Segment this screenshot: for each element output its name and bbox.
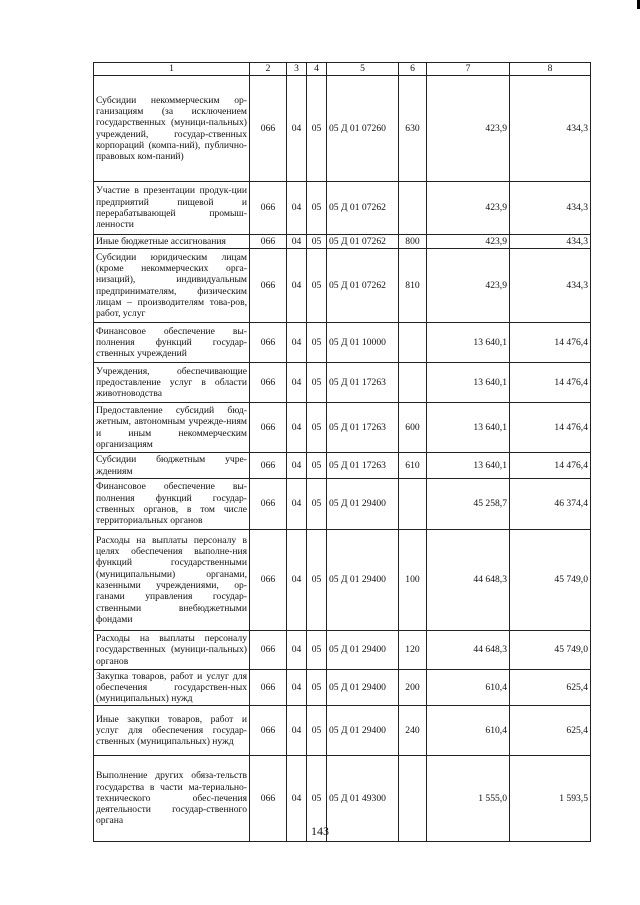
row-target-article: 05 Д 01 29400 xyxy=(327,670,399,706)
row-name: Предоставление субсидий бюд-жетным, автономным учрежде-ниям и иным некоммерческим организациям xyxy=(94,403,250,453)
row-code-section: 04 xyxy=(287,706,307,756)
table-row xyxy=(94,706,591,756)
row-target-article: 05 Д 01 10000 xyxy=(327,323,399,363)
row-amount-col7: 423,9 xyxy=(427,76,510,182)
row-amount-col8: 625,4 xyxy=(510,706,591,756)
row-code-section: 04 xyxy=(287,182,307,235)
table-row xyxy=(94,530,591,631)
row-code-subsection: 05 xyxy=(307,323,327,363)
row-target-article: 05 Д 01 29400 xyxy=(327,706,399,756)
row-amount-col8: 14 476,4 xyxy=(510,403,591,453)
row-code-ministry: 066 xyxy=(250,235,287,249)
row-amount-col7: 610,4 xyxy=(427,706,510,756)
row-amount-col8: 434,3 xyxy=(510,76,591,182)
row-name: Учреждения, обеспечивающие предоставление услуг в области животноводства xyxy=(94,363,250,403)
row-target-article: 05 Д 01 29400 xyxy=(327,530,399,631)
col-header: 4 xyxy=(307,63,327,76)
row-amount-col7: 45 258,7 xyxy=(427,479,510,530)
row-expense-type: 810 xyxy=(399,249,427,323)
row-name: Финансовое обеспечение вы-полнения функций государ-ственных органов, в том числе территориальных органов xyxy=(94,479,250,530)
row-code-section: 04 xyxy=(287,631,307,670)
row-amount-col8: 1 593,5 xyxy=(510,756,591,842)
row-code-subsection: 05 xyxy=(307,756,327,842)
row-name: Расходы на выплаты персоналу в целях обеспечения выполне-ния функций государственными (муниципальными) органами, казенными учреждениями, ор-ганами управления государ-ственными внебюджетными фондами xyxy=(94,530,250,631)
row-amount-col7: 13 640,1 xyxy=(427,453,510,479)
row-target-article: 05 Д 01 17263 xyxy=(327,403,399,453)
row-amount-col7: 44 648,3 xyxy=(427,530,510,631)
row-code-ministry: 066 xyxy=(250,403,287,453)
row-code-section: 04 xyxy=(287,323,307,363)
row-name: Финансовое обеспечение вы-полнения функций государ-ственных учреждений xyxy=(94,323,250,363)
row-amount-col8: 45 749,0 xyxy=(510,631,591,670)
budget-table xyxy=(93,62,591,842)
row-code-ministry: 066 xyxy=(250,249,287,323)
row-code-subsection: 05 xyxy=(307,670,327,706)
row-expense-type: 600 xyxy=(399,403,427,453)
row-amount-col8: 434,3 xyxy=(510,182,591,235)
row-name: Иные бюджетные ассигнования xyxy=(94,235,250,249)
row-code-ministry: 066 xyxy=(250,706,287,756)
col-header: 7 xyxy=(427,63,510,76)
row-code-subsection: 05 xyxy=(307,453,327,479)
row-name: Иные закупки товаров, работ и услуг для обеспечения государ-ственных (муниципальных) нужд xyxy=(94,706,250,756)
row-code-subsection: 05 xyxy=(307,363,327,403)
row-code-subsection: 05 xyxy=(307,76,327,182)
row-expense-type xyxy=(399,479,427,530)
col-header: 2 xyxy=(250,63,287,76)
row-expense-type: 120 xyxy=(399,631,427,670)
row-code-section: 04 xyxy=(287,249,307,323)
table-row xyxy=(94,323,591,363)
row-amount-col8: 46 374,4 xyxy=(510,479,591,530)
row-code-ministry: 066 xyxy=(250,670,287,706)
col-header: 5 xyxy=(327,63,399,76)
row-amount-col8: 434,3 xyxy=(510,235,591,249)
row-expense-type: 240 xyxy=(399,706,427,756)
row-code-section: 04 xyxy=(287,756,307,842)
row-code-ministry: 066 xyxy=(250,530,287,631)
table-row xyxy=(94,363,591,403)
row-amount-col8: 434,3 xyxy=(510,249,591,323)
row-target-article: 05 Д 01 07260 xyxy=(327,76,399,182)
row-target-article: 05 Д 01 17263 xyxy=(327,363,399,403)
col-header: 8 xyxy=(510,63,591,76)
row-amount-col7: 423,9 xyxy=(427,249,510,323)
table-row xyxy=(94,403,591,453)
row-expense-type: 630 xyxy=(399,76,427,182)
row-code-section: 04 xyxy=(287,670,307,706)
row-expense-type xyxy=(399,323,427,363)
row-amount-col8: 45 749,0 xyxy=(510,530,591,631)
row-code-section: 04 xyxy=(287,479,307,530)
row-target-article: 05 Д 01 07262 xyxy=(327,249,399,323)
table-row xyxy=(94,249,591,323)
row-code-section: 04 xyxy=(287,403,307,453)
row-code-section: 04 xyxy=(287,530,307,631)
row-code-ministry: 066 xyxy=(250,453,287,479)
table-row xyxy=(94,182,591,235)
row-code-ministry: 066 xyxy=(250,76,287,182)
row-expense-type xyxy=(399,182,427,235)
row-expense-type: 200 xyxy=(399,670,427,706)
row-expense-type xyxy=(399,363,427,403)
row-amount-col7: 1 555,0 xyxy=(427,756,510,842)
row-code-subsection: 05 xyxy=(307,249,327,323)
row-amount-col7: 13 640,1 xyxy=(427,323,510,363)
row-target-article: 05 Д 01 07262 xyxy=(327,235,399,249)
row-name: Субсидии некоммерческим ор-ганизациям (за исключением государственных (муници-пальных) учреждений, государ-ственных корпораций (компа-ний), публично-правовых ком-паний) xyxy=(94,76,250,182)
row-target-article: 05 Д 01 29400 xyxy=(327,631,399,670)
row-name: Субсидии юридическим лицам (кроме некоммерческих орга-низаций), индивидуальным предпринимателям, физическим лицам – производителям това-ров, работ, услуг xyxy=(94,249,250,323)
row-amount-col7: 423,9 xyxy=(427,182,510,235)
row-name: Закупка товаров, работ и услуг для обеспечения государствен-ных (муниципальных) нужд xyxy=(94,670,250,706)
row-amount-col7: 13 640,1 xyxy=(427,403,510,453)
row-amount-col7: 610,4 xyxy=(427,670,510,706)
row-code-subsection: 05 xyxy=(307,235,327,249)
row-name: Участие в презентации продук-ции предприятий пищевой и перерабатывающей промыш-ленности xyxy=(94,182,250,235)
table-row xyxy=(94,235,591,249)
table-row xyxy=(94,479,591,530)
row-amount-col8: 14 476,4 xyxy=(510,363,591,403)
col-header: 6 xyxy=(399,63,427,76)
row-target-article: 05 Д 01 29400 xyxy=(327,479,399,530)
table-row xyxy=(94,76,591,182)
row-code-ministry: 066 xyxy=(250,756,287,842)
table-header-row xyxy=(94,63,591,76)
row-code-subsection: 05 xyxy=(307,479,327,530)
row-target-article: 05 Д 01 07262 xyxy=(327,182,399,235)
row-code-ministry: 066 xyxy=(250,479,287,530)
col-header: 3 xyxy=(287,63,307,76)
row-code-subsection: 05 xyxy=(307,182,327,235)
table-row xyxy=(94,453,591,479)
row-expense-type: 800 xyxy=(399,235,427,249)
row-code-ministry: 066 xyxy=(250,182,287,235)
row-target-article: 05 Д 01 49300 xyxy=(327,756,399,842)
row-code-subsection: 05 xyxy=(307,706,327,756)
row-code-ministry: 066 xyxy=(250,631,287,670)
table-row xyxy=(94,631,591,670)
row-code-ministry: 066 xyxy=(250,363,287,403)
row-code-subsection: 05 xyxy=(307,403,327,453)
row-code-section: 04 xyxy=(287,363,307,403)
table-row xyxy=(94,670,591,706)
row-name: Выполнение других обяза-тельств государства в части ма-териально-технического обес-печения деятельности государ-ственного органа xyxy=(94,756,250,842)
row-code-ministry: 066 xyxy=(250,323,287,363)
row-amount-col7: 423,9 xyxy=(427,235,510,249)
col-header: 1 xyxy=(94,63,250,76)
row-code-section: 04 xyxy=(287,235,307,249)
row-name: Расходы на выплаты персоналу государственных (муници-пальных) органов xyxy=(94,631,250,670)
row-code-section: 04 xyxy=(287,453,307,479)
row-amount-col7: 13 640,1 xyxy=(427,363,510,403)
page-number: 143 xyxy=(311,824,329,838)
row-target-article: 05 Д 01 17263 xyxy=(327,453,399,479)
row-amount-col8: 14 476,4 xyxy=(510,323,591,363)
row-amount-col8: 14 476,4 xyxy=(510,453,591,479)
row-name: Субсидии бюджетным учре-ждениям xyxy=(94,453,250,479)
row-expense-type: 610 xyxy=(399,453,427,479)
row-code-subsection: 05 xyxy=(307,530,327,631)
row-expense-type: 100 xyxy=(399,530,427,631)
row-code-subsection: 05 xyxy=(307,631,327,670)
row-amount-col8: 625,4 xyxy=(510,670,591,706)
row-code-section: 04 xyxy=(287,76,307,182)
row-amount-col7: 44 648,3 xyxy=(427,631,510,670)
